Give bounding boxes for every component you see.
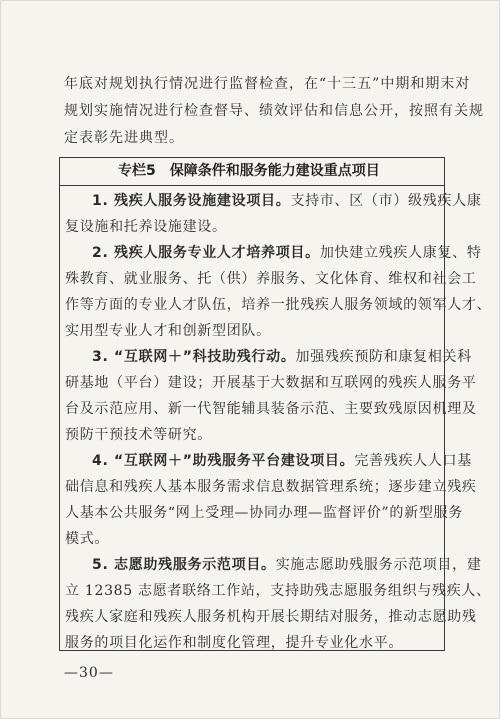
item-4-line: 础信息和残疾人基本服务需求信息数据管理系统；逐步建立残疾 xyxy=(65,479,477,495)
item-5-line: 立 12385 志愿者联络工作站，支持助残志愿服务组织与残疾人、 xyxy=(65,583,491,599)
item-2-line: 殊教育、就业服务、托（供）养服务、文化体育、维权和社会工 xyxy=(65,271,477,287)
intro-line: 年底对规划执行情况进行监督检查，在“十三五”中期和期末对 xyxy=(64,76,471,92)
box-title: 专栏5 保障条件和服务能力建设重点项目 xyxy=(118,163,380,179)
item-4-first-line xyxy=(92,454,472,468)
item-3-first-line xyxy=(92,350,472,364)
item-2-heading: 2. 残疾人服务专业人才培养项目。 xyxy=(92,245,320,261)
page-number: —30— xyxy=(64,665,114,681)
item-2-text: 加快建立残疾人康复、特 xyxy=(319,245,482,261)
box-title-row xyxy=(60,158,444,186)
item-4-line: 人基本公共服务“网上受理—协同办理—监督评价”的新型服务 xyxy=(65,505,463,521)
item-5-line: 残疾人家庭和残疾人服务机构开展长期结对服务，推动志愿助残 xyxy=(65,609,477,625)
item-5-line: 服务的项目化运作和制度化管理，提升专业化水平。 xyxy=(65,635,404,651)
item-3-line: 预防干预技术等研究。 xyxy=(65,427,212,443)
item-3-text: 加强残疾预防和康复相关科 xyxy=(295,349,472,365)
intro-line: 规划实施情况进行检查督导、绩效评估和信息公开，按照有关规 xyxy=(64,103,484,119)
item-5-first-line xyxy=(92,558,482,572)
item-2-line: 作等方面的专业人才队伍，培养一批残疾人服务领域的领军人才、 xyxy=(65,297,492,313)
item-2-first-line xyxy=(92,246,482,260)
intro-line: 定表彰先进典型。 xyxy=(64,130,184,146)
item-5-heading: 5. 志愿助残服务示范项目。 xyxy=(92,557,276,573)
item-1-line: 复设施和托养设施建设。 xyxy=(65,219,227,235)
item-4-heading: 4. “互联网＋”助残服务平台建设项目。 xyxy=(92,453,355,469)
item-4-line: 模式。 xyxy=(65,531,110,547)
item-4-text: 完善残疾人人口基 xyxy=(354,453,472,469)
item-5-text: 实施志愿助残服务示范项目，建 xyxy=(275,557,482,573)
item-1-first-line xyxy=(92,194,482,208)
special-column-box xyxy=(59,157,492,651)
item-2-line: 实用型专业人才和创新型团队。 xyxy=(65,323,271,339)
item-1-text: 支持市、区（市）级残疾人康 xyxy=(290,193,482,209)
item-3-line: 研基地（平台）建设；开展基于大数据和互联网的残疾人服务平 xyxy=(65,375,477,391)
item-1-heading: 1. 残疾人服务设施建设项目。 xyxy=(92,193,291,209)
item-3-heading: 3. “互联网＋”科技助残行动。 xyxy=(92,349,296,365)
item-3-line: 台及示范应用、新一代智能辅具装备示范、主要致残原因机理及 xyxy=(65,401,477,417)
